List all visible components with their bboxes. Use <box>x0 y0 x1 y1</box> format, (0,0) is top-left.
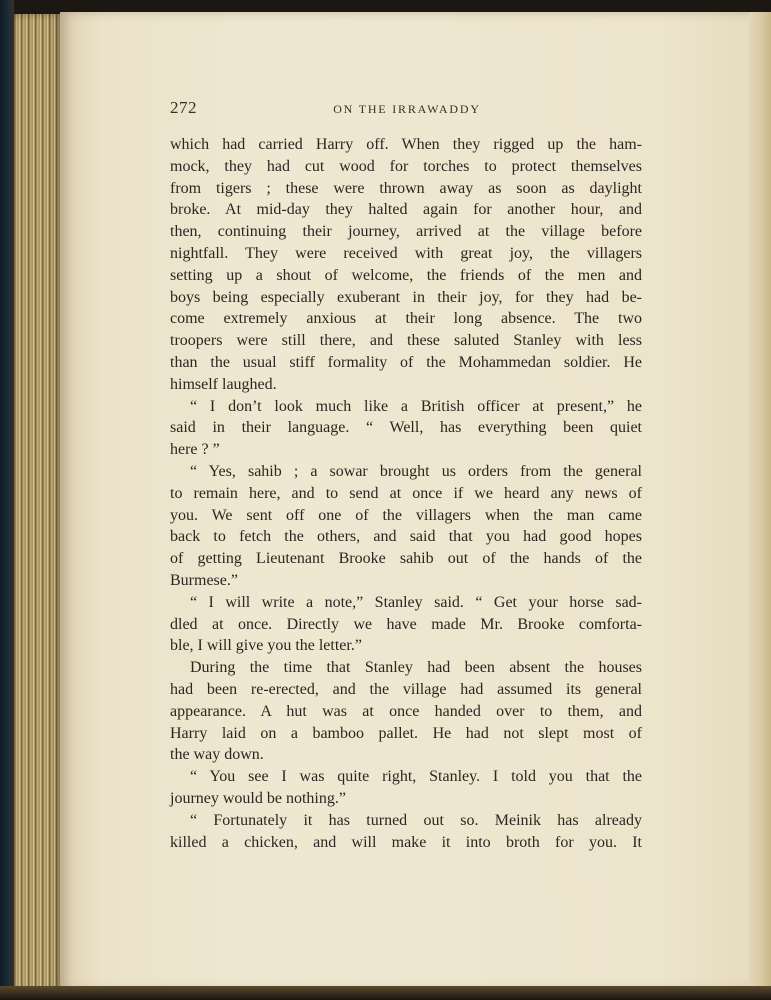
text-line: “ Fortunately it has turned out so. Meinik has already <box>190 811 642 829</box>
text-line: broke. At mid-day they halted again for another hour, and <box>170 201 642 219</box>
text-line: had been re-erected, and the village had assumed its general <box>170 680 642 698</box>
text-line: back to fetch the others, and said that you had good hopes <box>170 528 642 546</box>
text-line: Burmese.” <box>170 571 238 589</box>
text-line: said in their language. “ Well, has everything been quiet <box>170 419 642 437</box>
text-line: of getting Lieutenant Brooke sahib out of the hands of the <box>170 550 642 568</box>
text-line: nightfall. They were received with great joy, the villagers <box>170 244 642 262</box>
text-line: the way down. <box>170 746 264 764</box>
bottom-shadow <box>0 986 771 1000</box>
text-line: here ? ” <box>170 441 220 459</box>
page-right-edge <box>749 12 771 990</box>
text-line: setting up a shout of welcome, the friends of the men and <box>170 266 642 284</box>
text-line: boys being especially exuberant in their joy, for they had be- <box>170 288 642 306</box>
text-line: then, continuing their journey, arrived at the village before <box>170 223 642 241</box>
text-line: than the usual stiff formality of the Mohammedan soldier. He <box>170 353 642 371</box>
running-head: ON THE IRRAWADDY <box>333 102 481 116</box>
text-line: Harry laid on a bamboo pallet. He had not slept most of <box>170 724 642 742</box>
text-line: to remain here, and to send at once if we heard any news of <box>170 484 642 502</box>
text-line: troopers were still there, and these saluted Stanley with less <box>170 332 642 350</box>
text-line: “ I don’t look much like a British officer at present,” he <box>190 397 642 415</box>
text-line: dled at once. Directly we have made Mr. Brooke comforta- <box>170 615 642 633</box>
page-number: 272 <box>170 98 197 117</box>
text-line: ble, I will give you the letter.” <box>170 637 362 655</box>
text-line: During the time that Stanley had been absent the houses <box>190 659 642 677</box>
text-line: which had carried Harry off. When they rigged up the ham- <box>170 136 642 153</box>
text-line: journey would be nothing.” <box>170 789 346 807</box>
text-line: appearance. A hut was at once handed over to them, and <box>170 702 642 720</box>
text-line: “ I will write a note,” Stanley said. “ Get your horse sad- <box>190 593 642 611</box>
book-spine <box>0 0 14 1000</box>
text-line: from tigers ; these were thrown away as soon as daylight <box>170 179 642 197</box>
text-line: come extremely anxious at their long absence. The two <box>170 310 642 328</box>
body-text <box>170 134 642 853</box>
text-line: mock, they had cut wood for torches to protect themselves <box>170 157 642 175</box>
text-line: killed a chicken, and will make it into broth for you. It <box>170 833 642 851</box>
text-line: “ Yes, sahib ; a sowar brought us orders from the general <box>190 462 642 480</box>
text-line: you. We sent off one of the villagers when the man came <box>170 506 642 524</box>
page-header <box>170 100 644 120</box>
page-edges-stack <box>14 14 64 994</box>
text-line: himself laughed. <box>170 375 277 393</box>
text-line: “ You see I was quite right, Stanley. I told you that the <box>190 768 642 786</box>
